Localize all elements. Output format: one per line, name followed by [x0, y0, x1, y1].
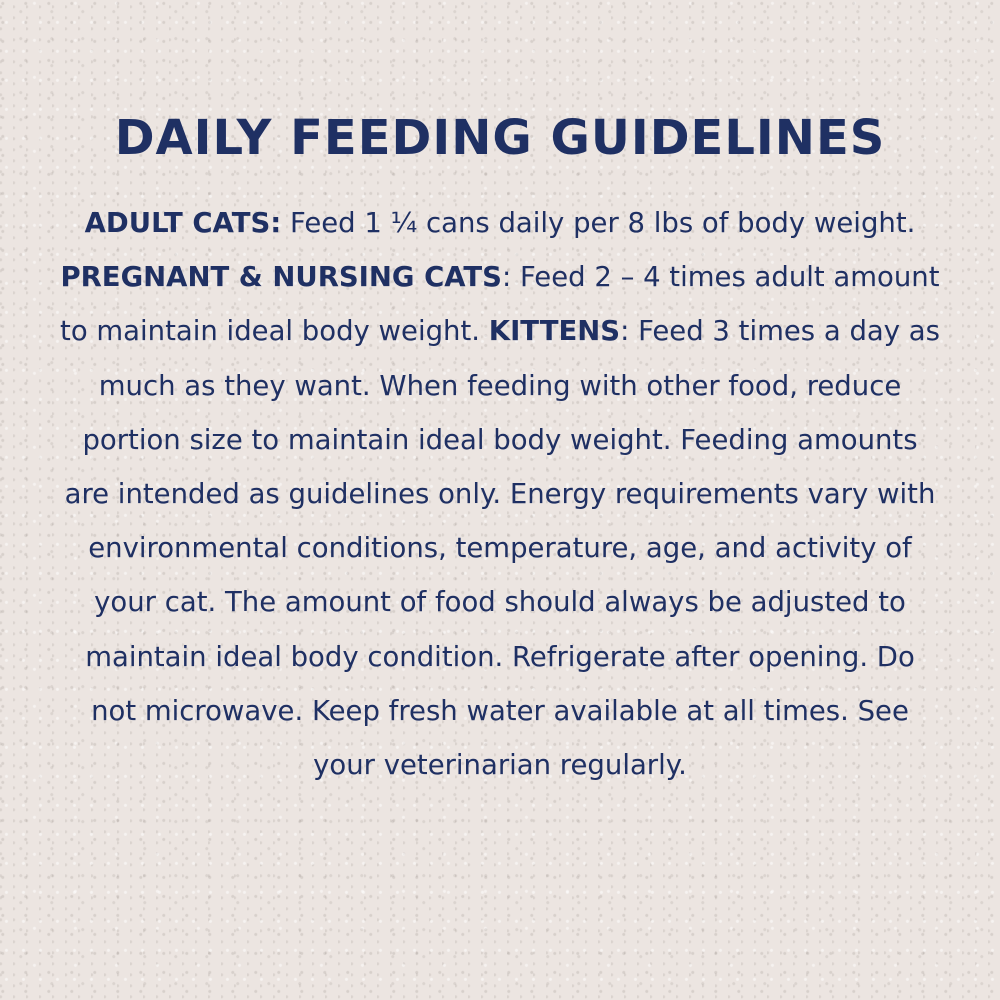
kittens-text: : Feed 3 times a day as much as they want. When feeding with other food, reduce portion size to maintain ideal body weight. Feeding amounts are intended as guidelines only. Energy requirements vary with environmental conditions, temperature, age, and activity of your cat. The amount of food should always be adjusted to maintain ideal body condition. Refrigerate after opening. Do not microwave. Keep fresh water available at all times. See your veterinarian regularly. [64, 315, 940, 782]
guidelines-content [60, 106, 940, 792]
page-title: DAILY FEEDING GUIDELINES [114, 110, 886, 166]
pregnant-nursing-cats-label: PREGNANT & NURSING CATS [60, 261, 502, 294]
pregnant-nursing-cats-text: : Feed 2 – 4 times adult amount to maintain ideal body weight. [60, 261, 940, 348]
kittens-label: KITTENS [488, 315, 621, 348]
adult-cats-label: ADULT CATS: [84, 207, 282, 239]
adult-cats-text: Feed 1 ¼ cans daily per 8 lbs of body weight. [281, 207, 916, 239]
guidelines-text [60, 196, 940, 792]
